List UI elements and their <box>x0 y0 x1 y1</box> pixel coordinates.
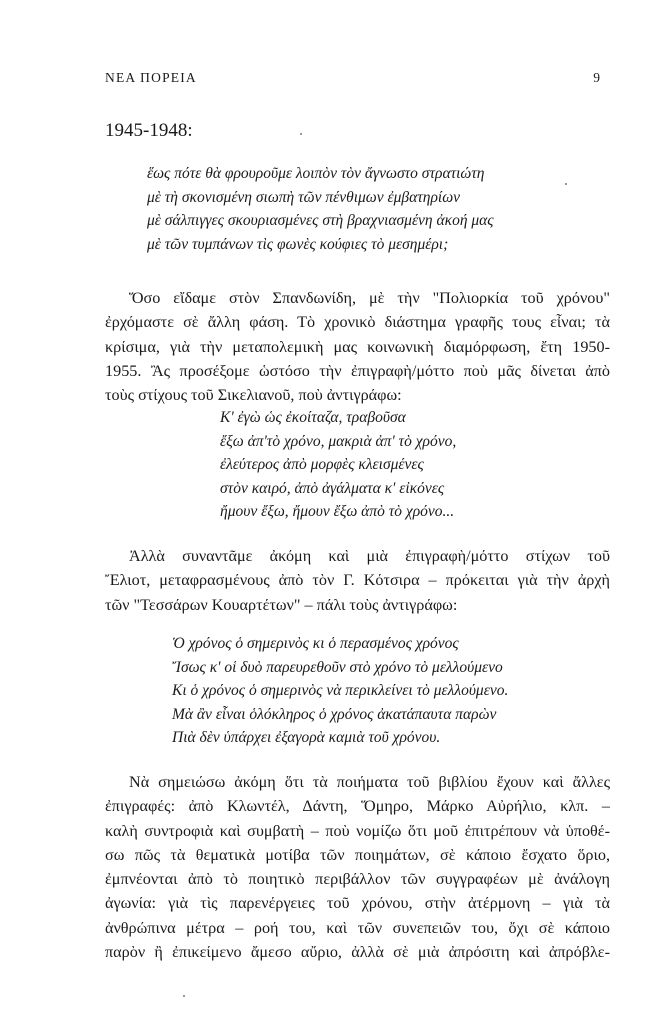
text-line: Ὅσο εἴδαμε στὸν Σπανδωνίδη, μὲ τὴν "Πολιορκία τοῦ χρόνου" <box>129 289 610 307</box>
text-line: τῶν "Τεσσάρων Κουαρτέτων" – πάλι τοὺς ἀντιγράφω: <box>105 595 458 614</box>
poem-line: ἕως πότε θὰ φρουροῦμε λοιπὸν τὸν ἄγνωστο στρατιώτη <box>147 165 485 182</box>
text-line: ἐμπνέονται ἀπὸ τὸ ποιητικὸ περιβάλλον τῶν συγγραφέων μὲ ἀνάλογη <box>105 870 610 889</box>
page-number: 9 <box>593 70 600 85</box>
running-head <box>105 70 600 90</box>
text-line: Ἀλλὰ συναντᾶμε ἀκόμη καὶ μιὰ ἐπιγραφὴ/μόττο στίχων τοῦ <box>129 547 610 565</box>
poem-line: Κι ὁ χρόνος ὁ σημερινὸς νὰ περικλείνει τὸ μελλούμενο. <box>172 682 509 700</box>
poem-line: Ἴσως κ' οἱ δυὸ παρευρεθοῦν στὸ χρόνο τὸ μελλούμενο <box>172 658 503 676</box>
print-speck <box>565 183 567 185</box>
text-line: καλὴ συντροφιὰ καὶ συμβατὴ – ποὺ νομίζω ὅτι μοῦ ἐπιτρέπουν νὰ ὑποθέ- <box>105 821 610 840</box>
poem-line: μὲ τῶν τυμπάνων τὶς φωνὲς κούφιες τὸ μεσημέρι; <box>147 235 449 253</box>
paragraph-1 <box>105 286 610 407</box>
poem-line: Μὰ ἂν εἶναι ὁλόκληρος ὁ χρόνος ἀκατάπαυτα παρὼν <box>172 705 497 723</box>
poem-line: ἤμουν ἔξω, ἤμουν ἔξω ἀπὸ τὸ χρόνο... <box>220 503 455 521</box>
text-line: τοὺς στίχους τοῦ Σικελιανοῦ, ποὺ ἀντιγράφω: <box>105 386 402 405</box>
journal-title: ΝΕΑ ΠΟΡΕΙΑ <box>105 70 197 85</box>
print-speck <box>300 133 302 135</box>
text-line: Ἔλιοτ, μεταφρασμένους ἀπὸ τὸν Γ. Κότσιρα – πρόκειται γιὰ τὴν ἀρχὴ <box>105 571 610 590</box>
poem-line: Πιὰ δὲν ὑπάρχει ἐξαγορὰ καμιὰ τοῦ χρόνου. <box>172 729 441 747</box>
poem-line: Κ' ἐγὼ ὡς ἐκοίταζα, τραβοῦσα <box>220 409 406 426</box>
poem-line: Ὁ χρόνος ὁ σημερινὸς κι ὁ περασμένος χρόνος <box>172 635 459 652</box>
print-speck <box>183 995 185 997</box>
text-line: ἀγωνία: γιὰ τὶς παρενέργειες τοῦ χρόνου, στὴν ἀτέρμονη – γιὰ τὰ <box>105 894 610 913</box>
paragraph-2 <box>105 544 610 617</box>
poem-stanza-2 <box>220 406 456 524</box>
text-line: παρὸν ἢ ἐπικείμενο ἄμεσο αὔριο, ἀλλὰ σὲ μιὰ ἀπρόσιτη καὶ ἀπρόβλε- <box>105 943 610 962</box>
poem-stanza-1 <box>147 162 494 256</box>
poem-line: μὲ τὴ σκονισμένη σιωπὴ τῶν πένθιμων ἐμβατηρίων <box>147 188 461 206</box>
text-line: ἐρχόμαστε σὲ ἄλλη φάση. Τὸ χρονικὸ διάστημα γραφῆς τους εἶναι; τὰ <box>105 313 610 332</box>
poem-stanza-3 <box>172 632 508 750</box>
text-line: Νὰ σημειώσω ἀκόμη ὅτι τὰ ποιήματα τοῦ βιβλίου ἔχουν καὶ ἄλλες <box>129 773 610 791</box>
poem-line: ἐλεύτερος ἀπὸ μορφὲς κλεισμένες <box>220 456 424 474</box>
text-line: σω πῶς τὰ θεματικὰ μοτίβα τῶν ποιημάτων, σὲ κάποιο ἔσχατο ὅριο, <box>105 845 610 864</box>
poem-line: ἔξω ἀπ'τὸ χρόνο, μακριὰ ἀπ' τὸ χρόνο, <box>220 432 457 450</box>
poem-line: στὸν καιρό, ἀπὸ ἀγάλματα κ' εἰκόνες <box>220 479 445 497</box>
paragraph-3 <box>105 770 610 964</box>
text-line: ἀνθρώπινα μέτρα – ροή του, καὶ τῶν συνεπειῶν του, ὄχι σὲ κάποιο <box>105 918 610 937</box>
section-heading: 1945-1948: <box>105 120 193 141</box>
text-line: ἐπιγραφές: ἀπὸ Κλωντέλ, Δάντη, Ὅμηρο, Μάρκο Αὐρήλιο, κλπ. – <box>105 797 610 816</box>
text-line: κρίσιμα, γιὰ τὴν μεταπολεμικὴ μας κοινωνικὴ διαμόρφωση, ἔτη 1950- <box>105 337 610 356</box>
poem-line: μὲ σάλπιγγες σκουριασμένες στὴ βραχνιασμένη ἀκοή μας <box>147 212 494 230</box>
text-line: 1955. Ἂς προσέξομε ὡστόσο τὴν ἐπιγραφὴ/μόττο ποὺ μᾶς δίνεται ἀπὸ <box>105 361 610 380</box>
